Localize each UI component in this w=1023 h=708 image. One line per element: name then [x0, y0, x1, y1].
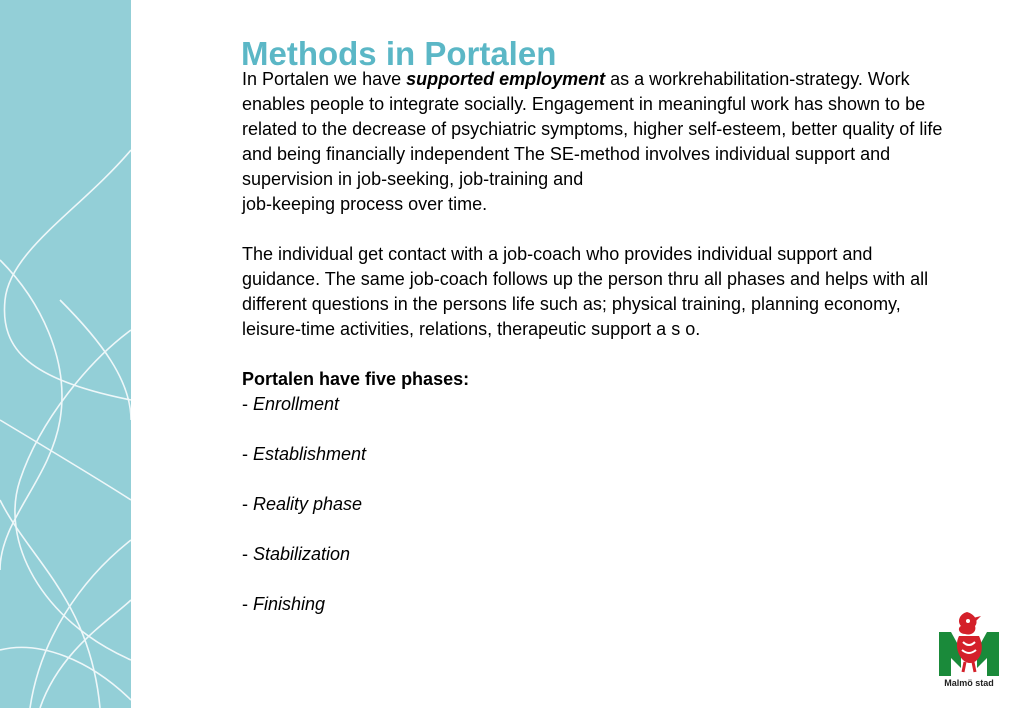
phases-heading: Portalen have five phases: [242, 369, 470, 389]
intro-text-start: In Portalen we have [242, 69, 407, 89]
malmo-stad-logo [937, 610, 1001, 694]
intro-text-rest: as a workrehabilitation-strategy. Work enables people to integrate socially. Engagement in meaningful work has shown to be related to the decrease of psychiatric symptoms, higher self-esteem, better quality of life and being financially independent The SE-method involves individual support and supervision in job-seeking, job-training and [242, 69, 943, 189]
logo-caption: Malmö stad [944, 678, 994, 688]
decorative-curves [0, 0, 131, 708]
jobcoach-paragraph: The individual get contact with a job-coach who provides individual support and guidance. The same job-coach follows up the person thru all phases and helps with all different questions in the persons life such as; physical training, planning economy, leisure-time activities, relations, therapeutic support a s o. [242, 244, 929, 339]
intro-paragraph [242, 67, 952, 192]
slide-title: Methods in Portalen [241, 35, 557, 72]
phase-item: - Stabilization [242, 544, 351, 564]
decorative-side-band [0, 0, 131, 708]
phase-item: - Enrollment [242, 394, 340, 414]
intro-emphasis: supported employment [406, 69, 606, 89]
phase-item: - Establishment [242, 444, 367, 464]
phase-item: - Reality phase [242, 494, 363, 514]
malmo-coat-of-arms-icon [937, 610, 1001, 678]
phase-item: - Finishing [242, 594, 326, 614]
intro-paragraph-line2: job-keeping process over time. [242, 194, 488, 214]
slide-body [242, 67, 952, 617]
